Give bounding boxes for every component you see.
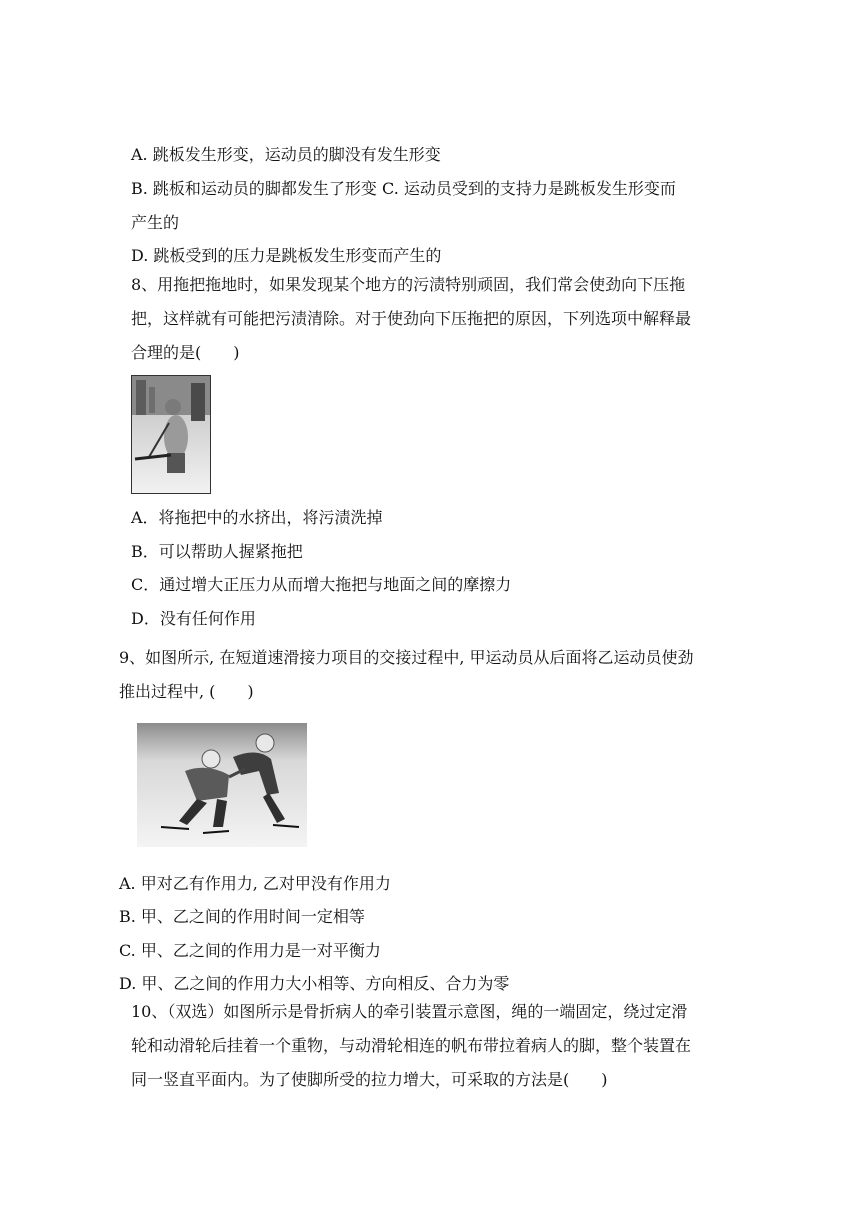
q8-option-d: D．没有任何作用 — [131, 609, 256, 628]
q9-stem-line1: 9、如图所示, 在短道速滑接力项目的交接过程中, 甲运动员从后面将乙运动员使劲 — [119, 648, 694, 667]
q8-option-c: C．通过增大正压力从而增大拖把与地面之间的摩擦力 — [131, 575, 512, 594]
q9-option-c: C. 甲、乙之间的作用力是一对平衡力 — [119, 941, 381, 960]
q7-option-d: D. 跳板受到的压力是跳板发生形变而产生的 — [131, 246, 442, 265]
q7-option-b: B. 跳板和运动员的脚都发生了形变 C. 运动员受到的支持力是跳板发生形变而 — [131, 179, 676, 198]
q8-stem-line1: 8、用拖把拖地时，如果发现某个地方的污渍特别顽固，我们常会使劲向下压拖 — [131, 275, 686, 294]
q8-option-b: B．可以帮助人握紧拖把 — [131, 542, 303, 561]
q7-option-b-continued: 产生的 — [131, 213, 180, 232]
q9-option-a: A. 甲对乙有作用力, 乙对甲没有作用力 — [119, 874, 391, 893]
q9-option-b: B. 甲、乙之间的作用时间一定相等 — [119, 907, 365, 926]
mopping-photo — [131, 375, 211, 494]
speed-skating-photo — [137, 723, 307, 847]
q8-stem-line3: 合理的是( ) — [131, 343, 240, 362]
q8-stem-line2: 把，这样就有可能把污渍清除。对于使劲向下压拖把的原因，下列选项中解释最 — [131, 309, 692, 328]
q10-stem-line3: 同一竖直平面内。为了使脚所受的拉力增大，可采取的方法是( ) — [131, 1070, 608, 1089]
q9-stem-line2: 推出过程中, ( ) — [119, 682, 254, 701]
q7-option-a: A. 跳板发生形变，运动员的脚没有发生形变 — [131, 145, 441, 164]
q9-option-d: D. 甲、乙之间的作用力大小相等、方向相反、合力为零 — [119, 974, 510, 993]
q10-stem-line1: 10、（双选）如图所示是骨折病人的牵引装置示意图，绳的一端固定，绕过定滑 — [131, 1002, 688, 1021]
q8-option-a: A．将拖把中的水挤出，将污渍洗掉 — [131, 508, 383, 527]
q10-stem-line2: 轮和动滑轮后挂着一个重物，与动滑轮相连的帆布带拉着病人的脚，整个装置在 — [131, 1036, 692, 1055]
